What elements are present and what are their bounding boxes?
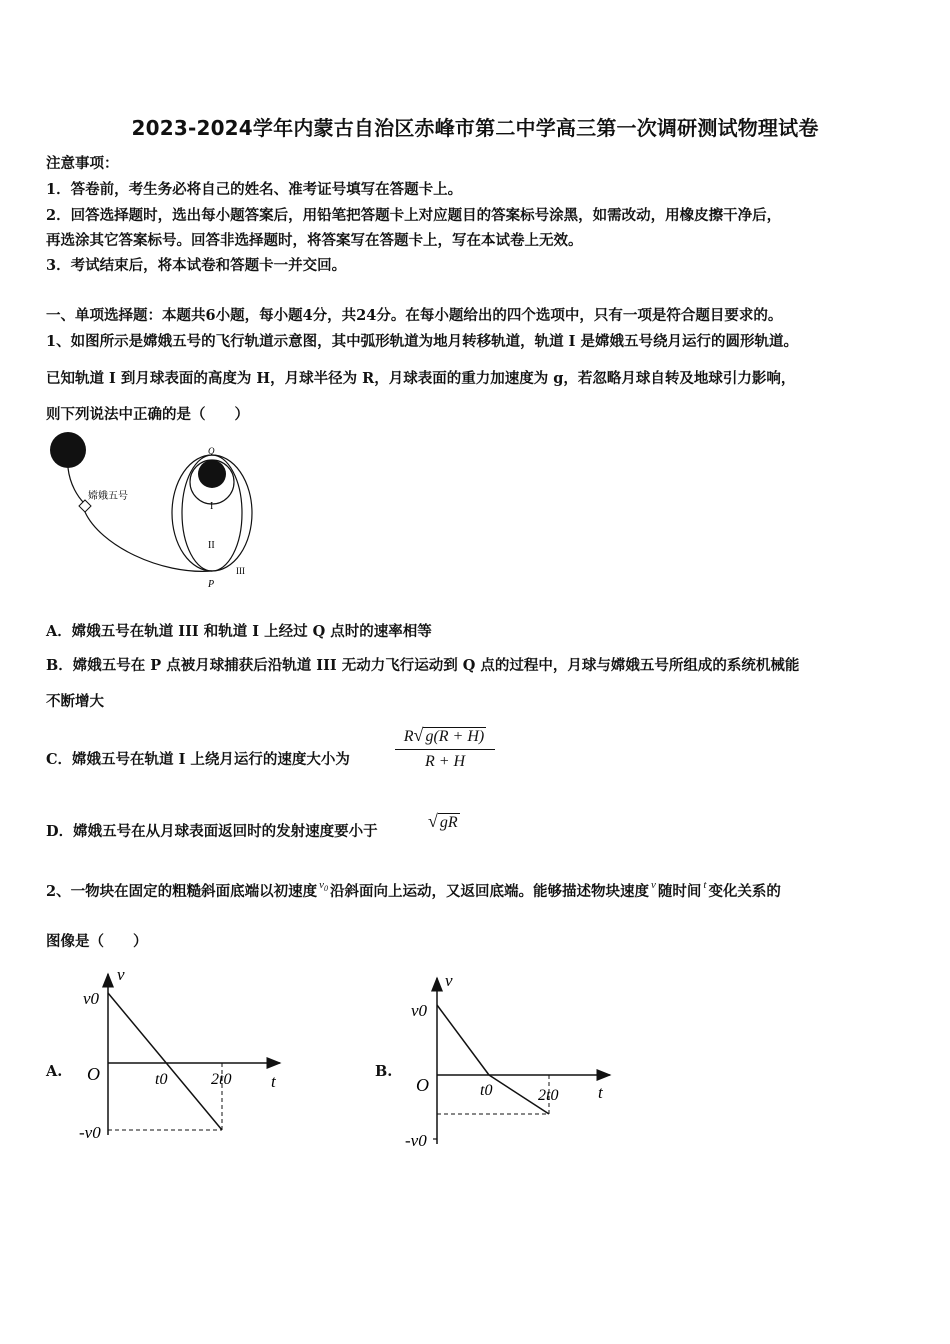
moon [198, 460, 226, 488]
t0-label: t0 [480, 1082, 493, 1099]
probe-label: 嫦娥五号 [88, 491, 128, 502]
velocity-line [108, 993, 222, 1130]
v0-label: v0 [411, 1001, 428, 1020]
notice-item-2a: 2．回答选择题时，选出每小题答案后，用铅笔把答题卡上对应题目的答案标号涂黑，如需改动，用橡皮擦干净后， [46, 207, 782, 224]
axis-v-label: v [117, 965, 125, 984]
q2-stem-line1 [46, 880, 781, 901]
transfer-orbit-lower [85, 512, 212, 571]
fraction-denominator: R + H [424, 753, 466, 770]
v-symbol: v [650, 879, 656, 891]
numerator-radicand: g(R + H) [425, 728, 485, 745]
q1-stem-line1: 1、如图所示是嫦娥五号的飞行轨道示意图，其中弧形轨道为地月转移轨道，轨道 I 是嫦娥五号绕月运行的圆形轨道。 [46, 333, 798, 350]
2t0-label: 2t0 [538, 1087, 559, 1104]
q1-stem-line2: 已知轨道 I 到月球表面的高度为 H，月球半径为 R，月球表面的重力加速度为 g，若忽略月球自转及地球引力影响， [46, 370, 796, 387]
sqrt-sign: √ [413, 725, 424, 745]
q1-option-b-line2: 不断增大 [46, 693, 104, 710]
page-title: 2023-2024学年内蒙古自治区赤峰市第二中学高三第一次调研测试物理试卷 [131, 116, 819, 140]
q1-stem-line3: 则下列说法中正确的是（ ） [46, 406, 249, 423]
q2-text-part3: 随时间 [657, 883, 702, 900]
origin-label: O [87, 1064, 100, 1084]
v0-symbol [319, 879, 328, 894]
orbit-diagram [40, 425, 280, 595]
v-symbol: v [319, 879, 324, 891]
q2-text-part2: 沿斜面向上运动，又返回底端。能够描述物块速度 [329, 883, 649, 900]
q2-stem-line2: 图像是（ ） [46, 933, 148, 950]
q1-option-c: C．嫦娥五号在轨道 I 上绕月运行的速度大小为 [46, 751, 350, 768]
q2-text-part1: 2、一物块在固定的粗糙斜面底端以初速度 [46, 883, 318, 900]
origin-label: O [416, 1075, 429, 1095]
t-symbol: t [703, 879, 707, 891]
q1-option-d: D．嫦娥五号在从月球表面返回时的发射速度要小于 [46, 823, 378, 840]
section-heading: 一、单项选择题：本题共6小题，每小题4分，共24分。在每小题给出的四个选项中，只有一项是符合题目要求的。 [46, 307, 783, 324]
fraction-numerator [395, 725, 495, 750]
axis-v-label: v [445, 971, 453, 990]
graph-b-label: B. [375, 1063, 393, 1080]
sqrt-radicand: gR [439, 814, 458, 831]
option-d-sqrt [428, 811, 460, 832]
axis-t-label: t [271, 1072, 276, 1091]
neg-v0-label: -v0 [405, 1131, 427, 1150]
q1-option-b-line1: B．嫦娥五号在 P 点被月球捕获后沿轨道 III 无动力飞行运动到 Q 点的过程中，月球与嫦娥五号所组成的系统机械能 [46, 657, 800, 674]
v0-subscript: 0 [323, 884, 328, 894]
notice-heading: 注意事项： [46, 155, 119, 172]
sqrt-sign: √ [428, 811, 438, 831]
graph-a-label: A. [46, 1063, 63, 1080]
point-Q-label: Q [208, 446, 215, 456]
axis-t-label: t [598, 1083, 603, 1102]
v0-label: v0 [83, 989, 100, 1008]
option-c-fraction [395, 725, 495, 771]
q2-text-part4: 变化关系的 [708, 883, 781, 900]
orbit-III-label: III [236, 566, 245, 576]
notice-item-3: 3．考试结束后，将本试卷和答题卡一并交回。 [46, 257, 347, 274]
orbit-II-label: II [208, 540, 215, 551]
orbit-I-label: I [210, 501, 214, 512]
notice-item-1: 1．答卷前，考生务必将自己的姓名、准考证号填写在答题卡上。 [46, 181, 463, 198]
notice-item-2b: 再选涂其它答案标号。回答非选择题时，将答案写在答题卡上，写在本试卷上无效。 [46, 232, 583, 249]
transfer-orbit-upper [68, 468, 84, 503]
earth [50, 432, 86, 468]
point-P-label: P [208, 579, 215, 590]
neg-v0-label: -v0 [79, 1123, 101, 1142]
2t0-label: 2t0 [211, 1071, 232, 1088]
q1-option-a: A．嫦娥五号在轨道 III 和轨道 I 上经过 Q 点时的速率相等 [46, 623, 432, 640]
graph-a [75, 960, 295, 1160]
graph-b [405, 968, 625, 1158]
numerator-coef: R [403, 728, 414, 745]
velocity-line-up [437, 1005, 489, 1075]
t0-label: t0 [155, 1071, 168, 1088]
